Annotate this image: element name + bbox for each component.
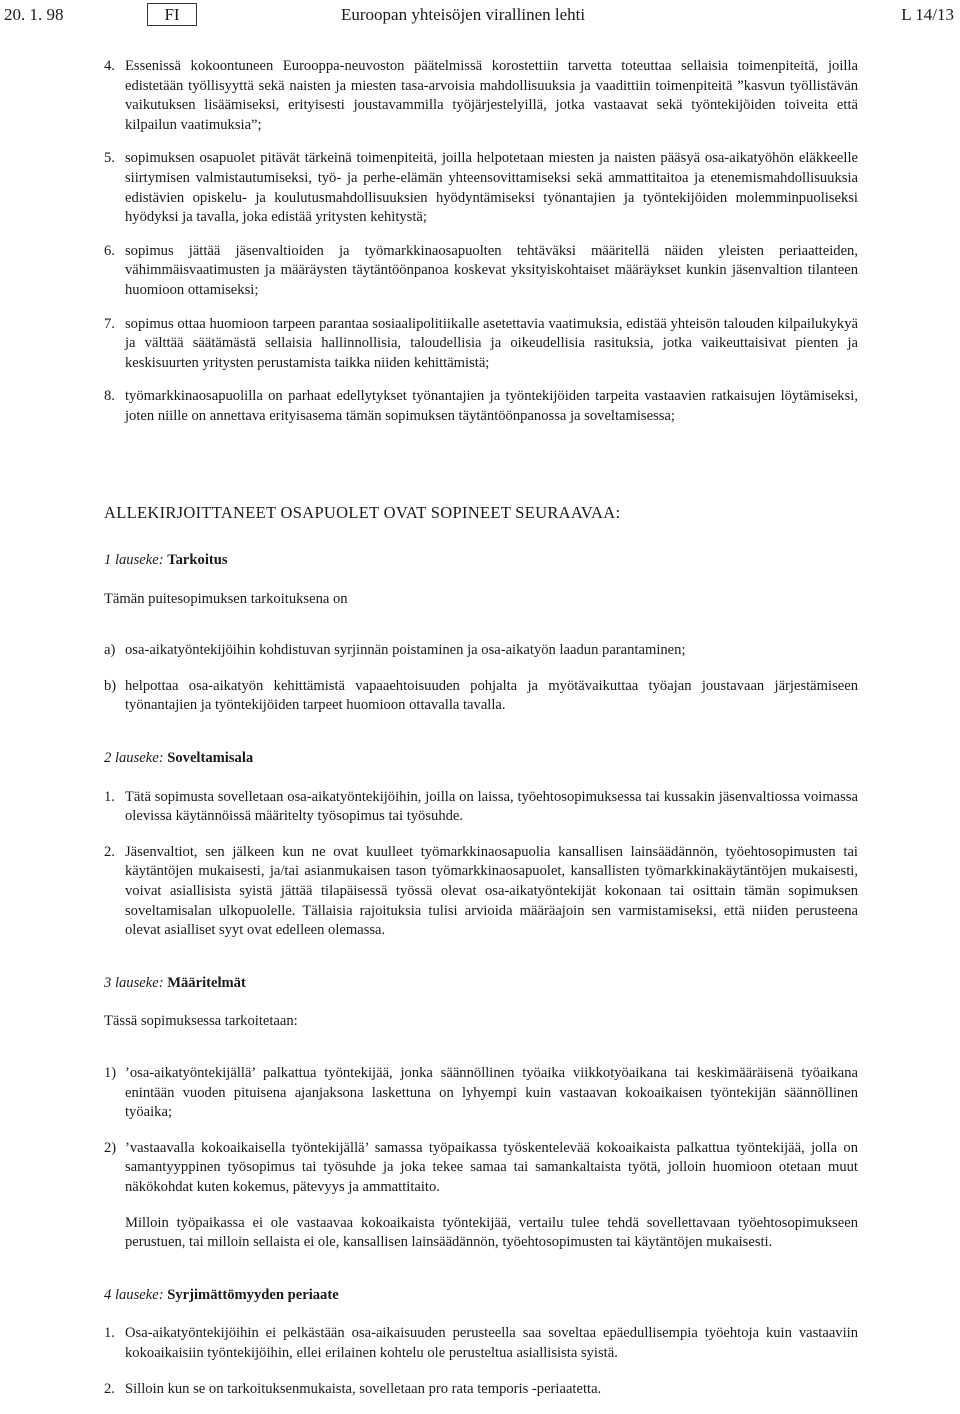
recital-number: 5. xyxy=(104,150,115,167)
clause-name: Syrjimättömyyden periaate xyxy=(167,1286,339,1303)
clause-4-title xyxy=(104,1286,858,1306)
recital-8 xyxy=(104,387,858,426)
issue-reference: L 14/13 xyxy=(901,5,954,24)
clause-3-intro: Tässä sopimuksessa tarkoitetaan: xyxy=(104,1013,298,1030)
recital-number: 4. xyxy=(104,58,115,74)
item-marker: 2. xyxy=(104,843,115,860)
clause-1-intro: Tämän puitesopimuksen tarkoituksena on xyxy=(104,590,348,607)
language-code-box: FI xyxy=(147,3,197,26)
item-text: Jäsenvaltiot, sen jälkeen kun ne ovat kuulleet työmarkkinaosapuolia kansallisen lainsäädännön, työehtosopimusten tai käytäntöjen mukaisesti, ja/tai asianmukaisen tason työmarkkinaosapuolet, kansallisten työmarkkinakäytäntöjen mukaisesti, voivat asiallisista syistä jättää tilapäisessä työssä olevat osa-aikatyöntekijät kokonaan tai osittain tämän sopimuksen soveltamisalan ulkopuolelle. Tällaisia rajoituksia tulisi arvioida määräajoin sen varmistamiseksi, että niiden perusteena olevat asialliset syyt ovat edelleen olemassa. xyxy=(125,843,858,939)
page-header xyxy=(4,3,954,27)
clause-label: 1 lauseke: xyxy=(104,552,164,569)
item-text: helpottaa osa-aikatyön kehittämistä vapaaehtoisuuden pohjalta ja myötävaikuttaa työajan joustavaan järjestämiseen työnantajien ja työntekijöiden tarpeet huomioon ottavalla tavalla. xyxy=(125,677,858,714)
item-text: Silloin kun se on tarkoituksenmukaista, sovelletaan pro rata temporis -periaatetta. xyxy=(125,1380,602,1397)
item-text: ’osa-aikatyöntekijällä’ palkattua työntekijää, jonka säännöllinen työaika viikkotyöaikana tai keskimääräisenä työaikana enintään vuoden pituisena ajanjaksona laskettuna on lyhyempi kuin vastaavan kokoaikaisen työntekijän säännöllinen työaika; xyxy=(125,1065,858,1121)
item-text: Osa-aikatyöntekijöihin ei pelkästään osa-aikaisuuden perusteella saa soveltaa epäedullisempia työehtoja kuin vastaaviin kokoaikaisiin työntekijöihin, ellei erilainen kohtelu ole perusteltua asiallisista syistä. xyxy=(125,1325,858,1361)
recital-number: 7. xyxy=(104,315,115,332)
clause-label: 4 lauseke: xyxy=(104,1286,164,1303)
recital-6 xyxy=(104,242,858,301)
recital-4 xyxy=(104,57,858,135)
recital-text: työmarkkinaosapuolilla on parhaat edellytykset työnantajien ja työntekijöiden tarpeita vastaavien ratkaisujen löytämiseksi, joten niille on annettava erityisasema tämän sopimuksen täytäntöönpanossa ja soveltamisessa; xyxy=(125,388,858,424)
clause-name: Tarkoitus xyxy=(167,552,228,569)
clause-name: Määritelmät xyxy=(167,974,246,991)
clause-3-item-1 xyxy=(104,1064,858,1123)
publication-title: Euroopan yhteisöjen virallinen lehti xyxy=(341,5,586,24)
item-marker: a) xyxy=(104,642,116,659)
item-marker: 1. xyxy=(104,788,115,805)
item-text: ’vastaavalla kokoaikaisella työntekijällä’ samassa työpaikassa työskentelevää kokoaikaista palkattua työntekijää, jolla on samantyyppinen työsopimus tai työsuhde ja joka tekee samaa tai samankaltaista työtä, jolloin huomioon otetaan muut näkökohdat kuten kokemus, pätevyys ja ammattitaito. xyxy=(125,1139,858,1195)
recital-number: 6. xyxy=(104,242,115,259)
clause-4-item-1 xyxy=(104,1324,858,1363)
clause-3-title xyxy=(104,974,858,994)
item-marker: 2. xyxy=(104,1380,115,1397)
recital-5 xyxy=(104,149,858,227)
item-marker: 2) xyxy=(104,1139,117,1156)
item-marker: b) xyxy=(104,677,117,694)
clause-label: 3 lauseke: xyxy=(104,974,164,991)
recital-7 xyxy=(104,315,858,374)
item-text: Tätä sopimusta sovelletaan osa-aikatyöntekijöihin, joilla on laissa, työehtosopimuksessa tai kussakin jäsenvaltiossa voimassa olevissa käytännöissä määritelty työsopimus tai työsuhde. xyxy=(125,788,858,825)
clause-1-item-b xyxy=(104,677,858,716)
clause-1-title xyxy=(104,551,858,571)
clause-label: 2 lauseke: xyxy=(104,750,164,767)
clause-2-item-2 xyxy=(104,843,858,941)
clause-3-item-2 xyxy=(104,1139,858,1198)
item-text: osa-aikatyöntekijöihin kohdistuvan syrjinnän poistaminen ja osa-aikatyön laadun parantaminen; xyxy=(125,642,686,659)
clause-2-title xyxy=(104,749,858,769)
recital-text: sopimus jättää jäsenvaltioiden ja työmarkkinaosapuolten tehtäväksi määritellä näiden yleisten periaatteiden, vähimmäisvaatimusten ja määräysten täytäntöönpanoa koskevat yksityiskohtaiset määräykset kunkin jäsenvaltion tilanteen huomioon ottamiseksi; xyxy=(125,242,858,298)
recital-text: Essenissä kokoontuneen Eurooppa-neuvoston päätelmissä korostettiin tarvetta toteuttaa sellaisia toimenpiteitä, joilla edistetään työllisyyttä sekä naisten ja miesten tasa-arvoisia mahdollisuuksia ja vaadittiin toimenpiteitä ”kasvun työllistävän vaikutuksen lisäämiseksi, erityisesti joustavammilla työjärjestelyillä, jotka vastaavat sekä työntekijöiden toiveita että kilpailun vaatimuksia”; xyxy=(125,58,858,133)
item-marker: 1. xyxy=(104,1325,115,1342)
clause-3-subparagraph: Milloin työpaikassa ei ole vastaavaa kokoaikaista työntekijää, vertailu tulee tehdä sovellettavaan työehtosopimukseen perustuen, tai milloin sellaista ei ole, kansallisen lainsäädännön, työehtosopimusten tai käytäntöjen mukaisesti. xyxy=(125,1214,858,1251)
item-marker: 1) xyxy=(104,1065,117,1081)
agreement-heading: ALLEKIRJOITTANEET OSAPUOLET OVAT SOPINEET SEURAAVAA: xyxy=(104,502,621,522)
header-date: 20. 1. 98 xyxy=(4,5,64,24)
recital-number: 8. xyxy=(104,388,115,405)
document-body xyxy=(104,57,858,1399)
recital-text: sopimus ottaa huomioon tarpeen parantaa sosiaalipolitiikalle asetettavia vaatimuksia, edistää yhteisön talouden kilpailukykyä ja välttää säätämästä sellaisia hallinnollisia, taloudellisia ja oikeudellisia rasituksia, jotka vaikeuttaisivat pienten ja keskisuurten yritysten perustamista taikka niiden kehittämistä; xyxy=(125,315,858,371)
clause-4-item-2 xyxy=(104,1380,858,1400)
recital-text: sopimuksen osapuolet pitävät tärkeinä toimenpiteitä, joilla helpotetaan miesten ja naisten pääsyä osa-aikatyöhön eläkkeelle siirtymisen valmistautumiseksi, työ- ja perhe-elämän yhteensovittamiseksi sekä ammattitaitoa ja etenemismahdollisuuksia edistävien opiskelu- ja koulutusmahdollisuuksien hyödyntämiseksi työnantajien ja työntekijöiden molemminpuoliseksi hyödyksi ja tavalla, joka edistää yritysten kehitystä; xyxy=(125,150,858,226)
clause-name: Soveltamisala xyxy=(167,750,254,767)
clause-1-item-a xyxy=(104,641,858,661)
clause-2-item-1 xyxy=(104,788,858,827)
